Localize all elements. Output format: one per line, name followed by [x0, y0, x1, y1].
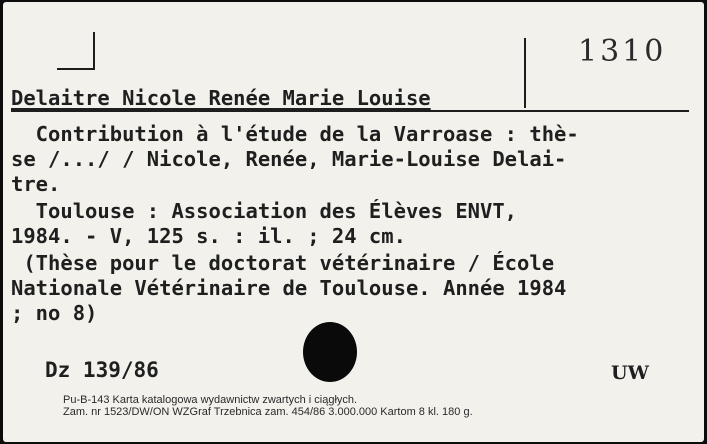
body-line-7: Nationale Vétérinaire de Toulouse. Année 1984	[11, 276, 567, 300]
body-line-2: se /.../ / Nicole, Renée, Marie-Louise Delai-	[11, 147, 567, 171]
punch-hole	[303, 322, 357, 382]
body-line-6: (Thèse pour le doctorat vétérinaire / École	[11, 251, 555, 275]
corner-mark-vertical	[93, 32, 95, 70]
shelf-mark: Dz 139/86	[45, 358, 159, 382]
heading-rule	[11, 110, 689, 112]
imprint-line-1: Pu-B-143 Karta katalogowa wydawnictw zwartych i ciągłych.	[63, 394, 358, 406]
body-line-3: tre.	[11, 172, 61, 196]
corner-mark-horizontal	[57, 68, 95, 70]
body-line-4: Toulouse : Association des Élèves ENVT,	[11, 199, 518, 223]
imprint-line-2: Zam. nr 1523/DW/ON WZGraf Trzebnica zam. 454/86 3.000.000 Kartom 8 kl. 180 g.	[63, 406, 473, 418]
header-divider	[524, 38, 526, 108]
call-number: 1310	[578, 34, 667, 69]
catalog-card	[3, 2, 704, 442]
body-line-8: ; no 8)	[11, 301, 98, 325]
corner-mark	[57, 32, 95, 70]
body-line-5: 1984. - V, 125 s. : il. ; 24 cm.	[11, 224, 406, 248]
author-heading: Delaitre Nicole Renée Marie Louise	[11, 86, 431, 110]
library-code: UW	[611, 362, 649, 384]
body-line-1: Contribution à l'étude de la Varroase : thè-	[11, 122, 579, 146]
